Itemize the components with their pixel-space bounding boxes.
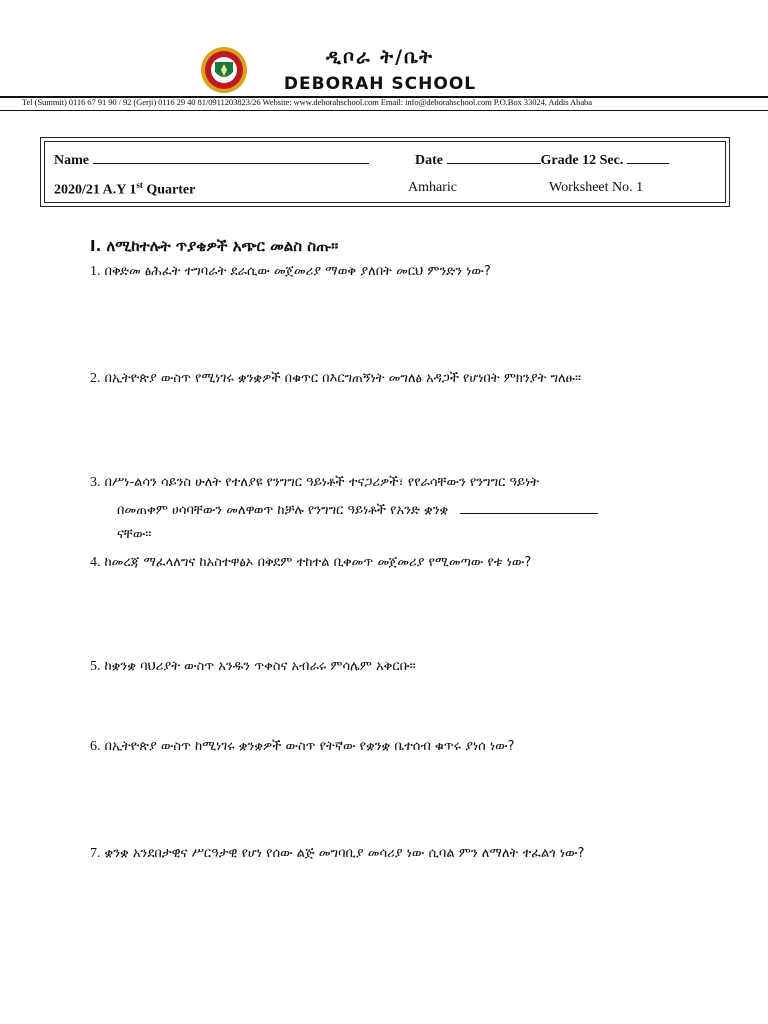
- date-blank[interactable]: [447, 152, 541, 164]
- name-blank[interactable]: [93, 152, 369, 164]
- section-blank[interactable]: [627, 152, 669, 164]
- question-item: 2. በኢትዮጵያ ውስጥ የሚነገሩ ቋንቋዎች በቁጥር በእርግጠኝነት መግለፅ አዳጋች የሆነበት ምክንያት ግለፁ።: [90, 371, 582, 386]
- question-item: 6. በኢትዮጵያ ውስጥ ከሚነገሩ ቋንቋዎች ውስጥ የትኛው የቋንቋ ቤተሰብ ቁጥሩ ያነሰ ነው?: [90, 739, 515, 754]
- subject-label: Amharic: [408, 180, 457, 195]
- worksheet-number: Worksheet No. 1: [549, 180, 644, 195]
- question-item: 5. ከቋንቋ ባህሪያት ውስጥ አንዱን ጥቀስና አብራሩ ምሳሌም አቅርቡ።: [90, 659, 416, 674]
- date-field[interactable]: [415, 152, 669, 169]
- header-rule-bottom: [0, 110, 768, 111]
- date-label: Date: [415, 153, 443, 168]
- section-title: I. ለሚከተሉት ጥያቄዎች አጭር መልስ ስጡ።: [90, 237, 339, 255]
- academic-year: 2020/21 A.Y 1st Quarter: [54, 180, 196, 198]
- contact-line: Tel (Summit) 0116 67 91 90 / 92 (Gerji) 0116 29 40 81/0911203823/26 Website: www.deborahschool.com Email: info@deborahschool.com P.O.Box 33024, Addis Ababa: [22, 97, 592, 107]
- school-crest-icon: [200, 46, 248, 94]
- name-field[interactable]: [54, 152, 369, 169]
- question-item: 1. በቅድመ ፅሕፈት ተግባራት ደራሲው መጀመሪያ ማወቅ ያለበት መርህ ምንድን ነው?: [90, 264, 491, 279]
- question-item-continued: በመጠቀም ሀሳባቸውን መለዋወጥ ከቻሉ የንግግር ዓይነቶች የአንድ ቋንቋ: [117, 502, 598, 518]
- school-name-amharic: ዲቦራ ት/ቤት: [326, 46, 434, 68]
- question-item: 7. ቋንቋ አንደበታዊና ሥርዓታዊ የሆነ የሰው ልጅ መግባቢያ መሳሪያ ነው ሲባል ምን ለማለት ተፈልጎ ነው?: [90, 846, 585, 861]
- question-item-continued: ናቸው።: [117, 527, 152, 542]
- question-item: 4. ከመረጃ ማፈላለግና ከአስተዋፅኦ በቅደም ተከተል ቢቀመጥ መጀመሪያ የሚመጣው የቱ ነው?: [90, 555, 532, 570]
- fill-in-blank[interactable]: [460, 502, 598, 514]
- school-name-english: DEBORAH SCHOOL: [283, 74, 477, 94]
- name-label: Name: [54, 153, 89, 168]
- grade-label: Grade 12 Sec.: [540, 153, 624, 168]
- question-item: 3. በሥነ-ልሳን ሳይንስ ሁለት የተለያዩ የንግግር ዓይነቶች ተናጋሪዎች፣ የየራሳቸውን የንግግር ዓይነት: [90, 475, 540, 490]
